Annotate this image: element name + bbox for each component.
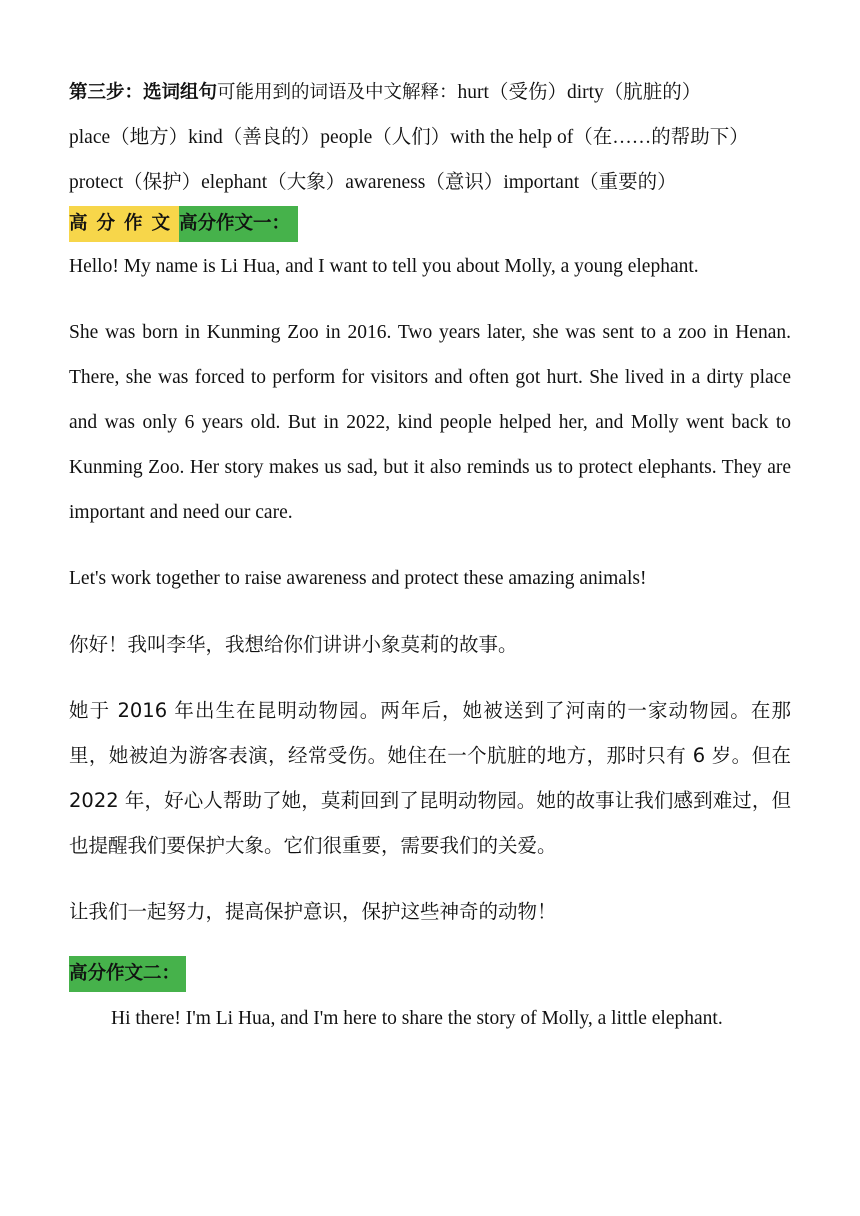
vocab-line-2: place（地方）kind（善良的）people（人们）with the help of（在……的帮助下） xyxy=(69,127,749,148)
essay1-heading xyxy=(69,206,791,242)
essay2-heading xyxy=(69,956,791,992)
vocab-line-3: protect（保护）elephant（大象）awareness（意识）important（重要的） xyxy=(69,172,677,193)
essay1-en-paragraph-2: She was born in Kunming Zoo in 2016. Two years later, she was sent to a zoo in Henan. There, she was forced to perform for visitors and often got hurt. She lived in a dirty place and was only 6 years old. But in 2022, kind people helped her, and Molly went back to Kunming Zoo. Her story makes us sad, but it also reminds us to protect elephants. They are important and need our care. xyxy=(69,322,791,523)
document-page xyxy=(69,70,791,1041)
essay-highlight-yellow: 高分作文 xyxy=(69,206,179,242)
vocab-intro: 可能用到的词语及中文解释： xyxy=(217,82,458,103)
step-label: 第三步：选词组句 xyxy=(69,82,218,103)
essay1-cn-paragraph-1: 你好！我叫李华，我想给你们讲讲小象莫莉的故事。 xyxy=(69,633,518,656)
essay1-cn-paragraph-2: 她于 2016 年出生在昆明动物园。两年后，她被送到了河南的一家动物园。在那里，她被迫为游客表演，经常受伤。她住在一个肮脏的地方，那时只有 6 岁。但在 2022 年，好心人帮助了她，莫莉回到了昆明动物园。她的故事让我们感到难过，但也提醒我们要保护大象。它们很重要，需要我们的关爱。 xyxy=(69,699,791,857)
essay1-cn-paragraph-3: 让我们一起努力，提高保护意识，保护这些神奇的动物！ xyxy=(69,900,557,923)
essay2-en-paragraph-1: Hi there! I'm Li Hua, and I'm here to share the story of Molly, a little elephant. xyxy=(111,1008,723,1029)
essay1-title: 高分作文一： xyxy=(179,206,298,242)
essay1-en-paragraph-3: Let's work together to raise awareness and protect these amazing animals! xyxy=(69,568,647,589)
vocab-line-1-rest: hurt（受伤）dirty（肮脏的） xyxy=(457,82,702,103)
vocab-line-1 xyxy=(69,70,791,115)
essay1-en-paragraph-1: Hello! My name is Li Hua, and I want to tell you about Molly, a young elephant. xyxy=(69,256,699,277)
essay2-title: 高分作文二： xyxy=(69,956,186,992)
